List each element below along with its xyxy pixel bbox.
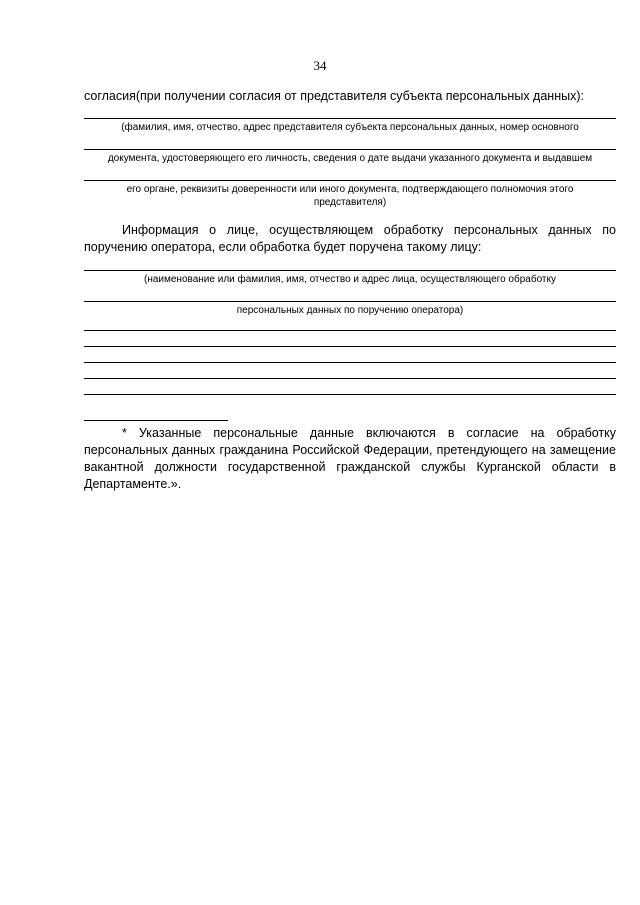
fill-line-10	[84, 394, 616, 395]
operator-caption-2: персональных данных по поручению оператора)	[236, 305, 464, 316]
fill-line-9	[84, 378, 616, 379]
fill-line-4	[84, 270, 616, 271]
footnote-separator	[84, 420, 228, 421]
consent-caption-3: его органе, реквизиты доверенности или иного документа, подтверждающего полномочия этого представителя)	[126, 184, 574, 208]
consent-intro: согласия(при получении согласия от представителя субъекта персональных данных):	[84, 89, 584, 103]
fill-line-6	[84, 330, 616, 331]
consent-caption-2: документа, удостоверяющего его личность, сведения о дате выдачи указанного документа и выдавшем	[107, 153, 593, 164]
footnote-text: * Указанные персональные данные включаются в согласие на обработку персональных данных гражданина Российской Федерации, претендующего на замещение вакантной должности государственной гражданской службы Курганской области в Департаменте.».	[84, 426, 616, 491]
consent-caption-1: (фамилия, имя, отчество, адрес представителя субъекта персональных данных, номер основного	[121, 122, 579, 133]
fill-line-2	[84, 149, 616, 150]
fill-line-7	[84, 346, 616, 347]
fill-line-5	[84, 301, 616, 302]
operator-paragraph: Информация о лице, осуществляющем обработку персональных данных по поручению оператора, если обработка будет поручена такому лицу:	[84, 223, 616, 254]
fill-line-8	[84, 362, 616, 363]
operator-caption-1: (наименование или фамилия, имя, отчество и адрес лица, осуществляющего обработку	[144, 274, 556, 285]
page-number: 34	[313, 58, 327, 73]
fill-line-1	[84, 118, 616, 119]
fill-line-3	[84, 180, 616, 181]
